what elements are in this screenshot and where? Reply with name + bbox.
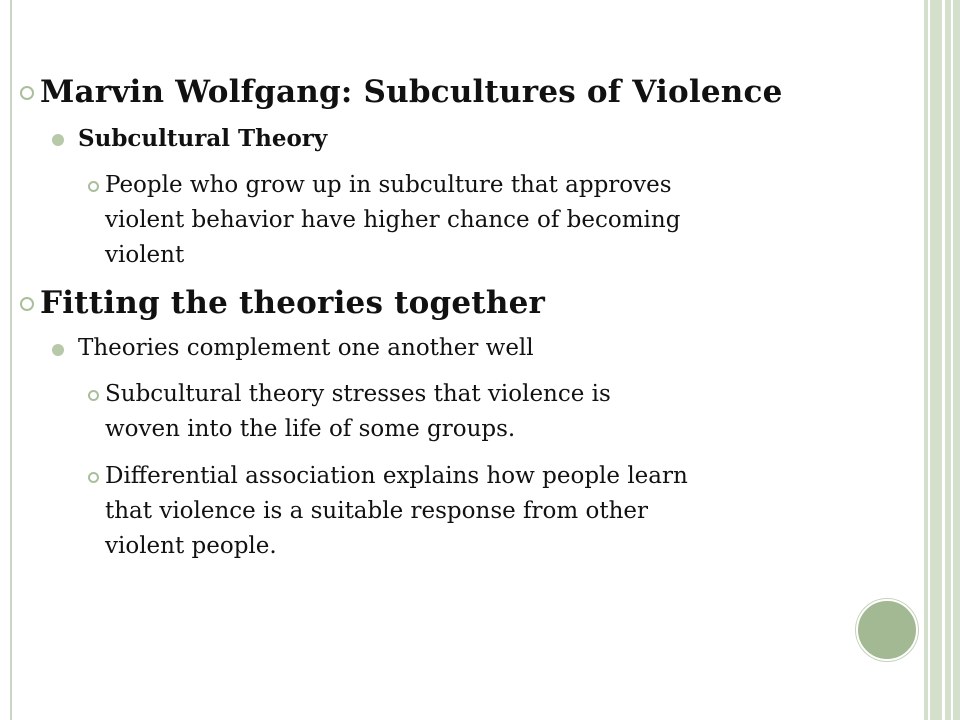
level1-bullet-icon [20, 297, 34, 311]
panel-stripe [928, 0, 930, 720]
detail-line: People who grow up in subculture that approves [105, 172, 672, 198]
detail-line: that violence is a suitable response from other [105, 498, 649, 524]
detail-line: violent behavior have higher chance of becoming [105, 207, 681, 233]
detail-line: woven into the life of some groups. [105, 416, 516, 442]
detail-line: Subcultural theory stresses that violence is [105, 381, 611, 407]
detail-line: Differential association explains how people learn [105, 463, 688, 489]
level3-bullet-icon [88, 472, 99, 483]
panel-stripe [942, 0, 945, 720]
level3-bullet-icon [88, 390, 99, 401]
bullet-heading: Marvin Wolfgang: Subcultures of Violence [40, 74, 783, 110]
sub-bullet: Subcultural Theory [78, 125, 328, 152]
sub-bullet: Theories complement one another well [78, 335, 534, 361]
panel-stripe [918, 0, 924, 720]
detail-line: violent people. [105, 533, 277, 559]
panel-stripe [951, 0, 953, 720]
level1-bullet-icon [20, 86, 34, 100]
left-frame-line [10, 0, 12, 720]
level3-bullet-icon [88, 181, 99, 192]
level2-bullet-icon [52, 134, 64, 146]
right-decorative-panel [918, 0, 960, 720]
accent-circle [856, 599, 918, 661]
detail-line: violent [105, 242, 185, 268]
bullet-heading: Fitting the theories together [40, 285, 546, 321]
level2-bullet-icon [52, 344, 64, 356]
